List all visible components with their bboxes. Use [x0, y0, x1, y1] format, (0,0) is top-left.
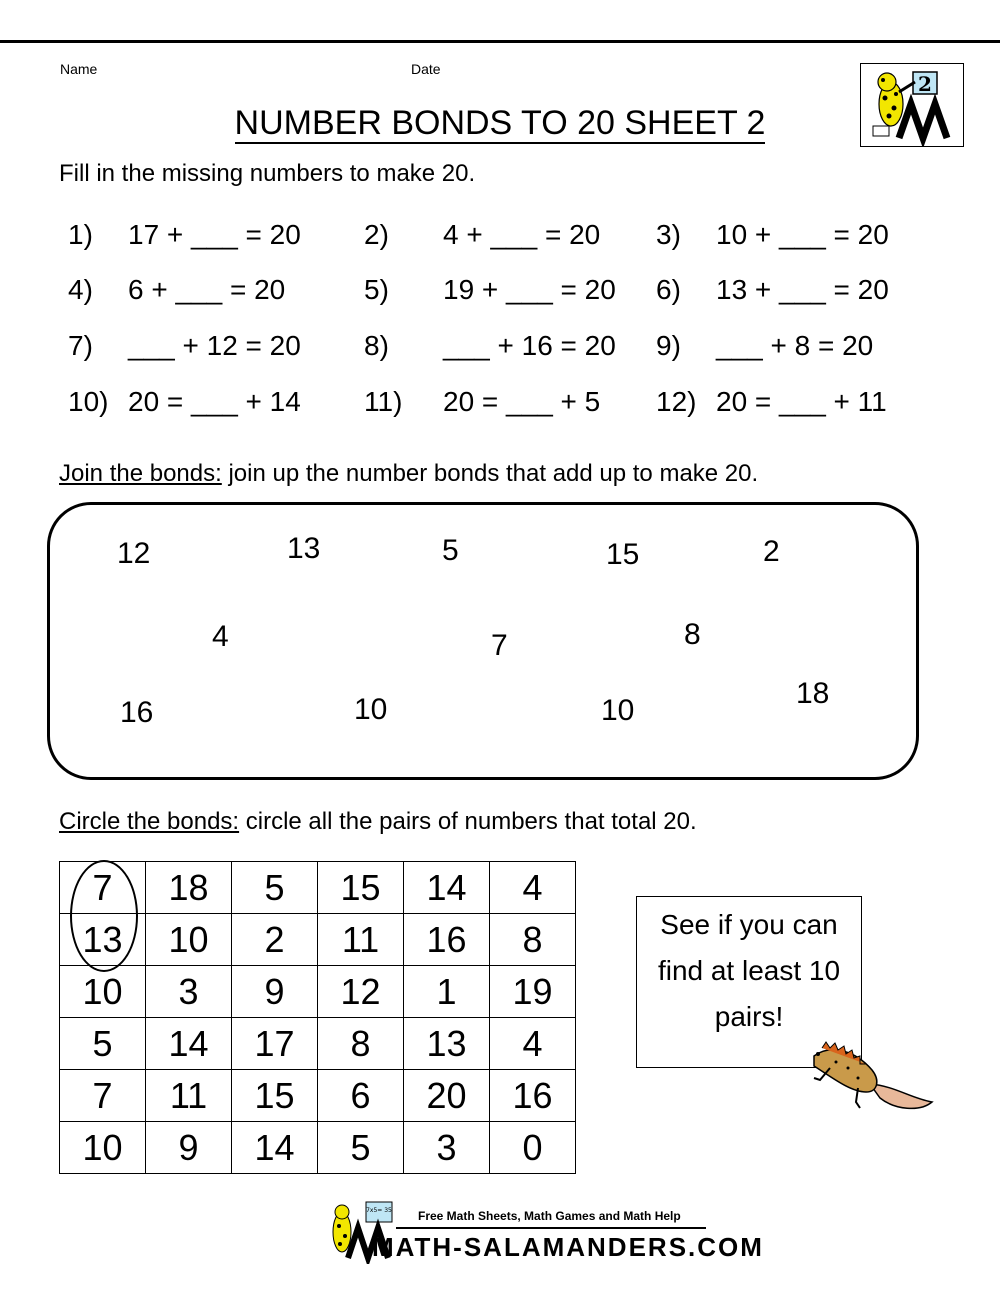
bond-number[interactable]: 16: [120, 696, 154, 729]
grid-cell[interactable]: 2: [232, 914, 318, 966]
bond-number[interactable]: 13: [287, 532, 321, 565]
bond-number[interactable]: 8: [684, 618, 701, 651]
grid-cell[interactable]: 15: [318, 862, 404, 914]
footer-tagline: Free Math Sheets, Math Games and Math Help: [418, 1209, 681, 1223]
grid-cell[interactable]: 17: [232, 1018, 318, 1070]
grid-row: [60, 1122, 576, 1174]
section2-instruction: Join the bonds: join up the number bonds that add up to make 20.: [59, 460, 759, 487]
grid-cell[interactable]: 10: [60, 966, 146, 1018]
bond-number[interactable]: 5: [442, 534, 459, 567]
grid-cell[interactable]: 4: [490, 1018, 576, 1070]
bond-number[interactable]: 12: [117, 537, 151, 570]
bond-number[interactable]: 18: [796, 677, 830, 710]
top-rule: [0, 40, 1000, 43]
footer-rule: [396, 1227, 706, 1229]
grid-cell[interactable]: 7: [60, 1070, 146, 1122]
grid-cell[interactable]: 16: [490, 1070, 576, 1122]
salamander-icon: [800, 1036, 940, 1116]
grid-cell[interactable]: 5: [60, 1018, 146, 1070]
grid-row: [60, 1070, 576, 1122]
grid-cell[interactable]: 15: [232, 1070, 318, 1122]
grid-cell[interactable]: 10: [146, 914, 232, 966]
hint-text: See if you can find at least 10 pairs!: [657, 909, 841, 1032]
date-label: Date: [411, 61, 441, 77]
example-circle: [70, 860, 138, 972]
join-bonds-heading: Join the bonds:: [59, 460, 222, 487]
grid-row: [60, 966, 576, 1018]
logo-sign-text: 7x5= 35: [366, 1207, 392, 1214]
grid-cell[interactable]: 18: [146, 862, 232, 914]
grid-cell[interactable]: 20: [404, 1070, 490, 1122]
grid-cell[interactable]: 8: [490, 914, 576, 966]
grid-cell[interactable]: 0: [490, 1122, 576, 1174]
grid-cell[interactable]: 9: [232, 966, 318, 1018]
grid-cell[interactable]: 14: [146, 1018, 232, 1070]
grid-cell[interactable]: 12: [318, 966, 404, 1018]
grid-cell[interactable]: 8: [318, 1018, 404, 1070]
grid-row: [60, 1018, 576, 1070]
grid-cell[interactable]: 5: [318, 1122, 404, 1174]
grid-cell[interactable]: 5: [232, 862, 318, 914]
grid-cell[interactable]: 11: [318, 914, 404, 966]
page-title: NUMBER BONDS TO 20 SHEET 2: [234, 104, 766, 142]
grid-cell[interactable]: 13: [404, 1018, 490, 1070]
grid-cell[interactable]: 7: [60, 862, 146, 914]
grid-cell[interactable]: 11: [146, 1070, 232, 1122]
grid-cell[interactable]: 14: [404, 862, 490, 914]
bond-number[interactable]: 4: [212, 620, 229, 653]
bond-number[interactable]: 7: [491, 629, 508, 662]
grid-cell[interactable]: 3: [404, 1122, 490, 1174]
grade-badge: 2: [918, 72, 932, 96]
grid-cell[interactable]: 19: [490, 966, 576, 1018]
grid-cell[interactable]: 6: [318, 1070, 404, 1122]
name-label: Name: [60, 61, 98, 77]
join-bonds-box: [47, 502, 919, 780]
circle-bonds-heading: Circle the bonds:: [59, 808, 240, 835]
grid-cell[interactable]: 10: [60, 1122, 146, 1174]
grid-cell[interactable]: 4: [490, 862, 576, 914]
grid-cell[interactable]: 1: [404, 966, 490, 1018]
footer-site-name[interactable]: MATH-SALAMANDERS.COM: [372, 1232, 764, 1262]
section3-instruction: Circle the bonds: circle all the pairs of numbers that total 20.: [59, 808, 697, 835]
grid-cell[interactable]: 9: [146, 1122, 232, 1174]
grid-cell[interactable]: 14: [232, 1122, 318, 1174]
bond-number[interactable]: 10: [601, 694, 635, 727]
section1-instruction: Fill in the missing numbers to make 20.: [59, 160, 476, 187]
bond-number[interactable]: 10: [354, 693, 388, 726]
grid-cell[interactable]: 3: [146, 966, 232, 1018]
bond-number[interactable]: 2: [763, 535, 780, 568]
bond-number[interactable]: 15: [606, 538, 640, 571]
grid-cell[interactable]: 16: [404, 914, 490, 966]
grid-cell[interactable]: 13: [60, 914, 146, 966]
